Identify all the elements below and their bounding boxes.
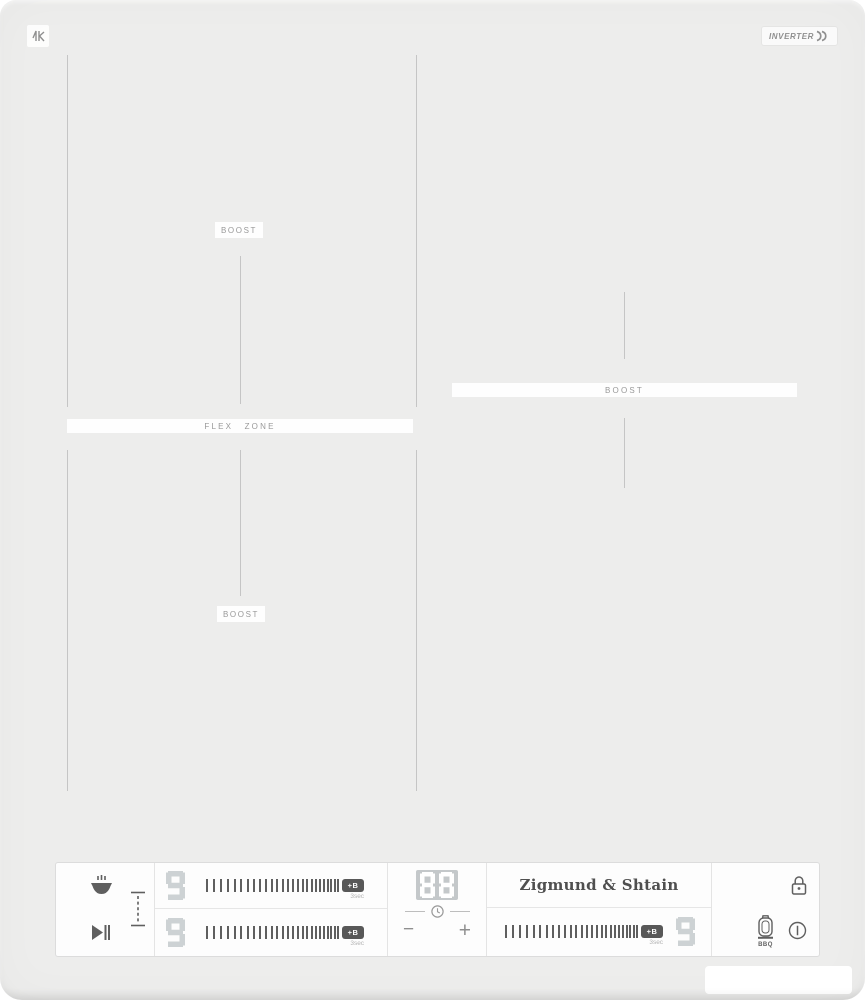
zone-marking-line xyxy=(624,418,625,488)
zone1-power-slider[interactable] xyxy=(206,879,339,892)
zone2-control-row xyxy=(155,909,387,955)
corner-mark-icon xyxy=(27,25,49,47)
control-panel xyxy=(55,862,820,957)
function-keys-section xyxy=(56,863,155,956)
rear-left-boost-label xyxy=(215,222,263,238)
left-zones-slider-section xyxy=(155,863,388,956)
zone3-power-slider[interactable] xyxy=(505,925,638,938)
power-icon[interactable] xyxy=(788,921,807,940)
zone1-boost-key[interactable]: +B xyxy=(342,879,364,892)
brand-row xyxy=(487,863,711,908)
zone1-control-row xyxy=(155,863,387,909)
zone3-boost-hint: 3sec xyxy=(649,939,664,946)
boost-text: BOOST xyxy=(222,609,259,619)
zone3-boost-group xyxy=(641,925,663,946)
zone1-boost-hint: 3sec xyxy=(350,893,365,900)
bbq-grill-icon[interactable] xyxy=(755,915,776,948)
zone2-power-slider[interactable] xyxy=(206,926,339,939)
timer-plus-button[interactable]: + xyxy=(458,919,471,942)
timer-clock-row xyxy=(388,905,486,918)
zone3-control-row xyxy=(487,908,711,955)
zone2-boost-key[interactable]: +B xyxy=(342,926,364,939)
flex-bridge-icon[interactable] xyxy=(129,891,147,927)
clock-right-line xyxy=(450,911,470,912)
zone-marking-line xyxy=(416,55,417,407)
zone1-boost-group xyxy=(342,879,364,900)
zone-marking-line xyxy=(240,450,241,596)
zone3-level-display xyxy=(676,917,695,946)
zone-marking-line xyxy=(416,450,417,791)
blank-patch xyxy=(705,966,852,994)
zone1-level-display xyxy=(166,871,185,900)
timer-section xyxy=(388,863,487,956)
zone-marking-line xyxy=(67,55,68,407)
inverter-badge xyxy=(762,27,837,45)
flex-zone-text: FLEX ZONE xyxy=(204,421,276,431)
timer-buttons xyxy=(388,920,486,941)
timer-minus-button[interactable]: − xyxy=(403,919,415,940)
zone2-level-display xyxy=(166,918,185,947)
zone-marking-line xyxy=(67,450,68,791)
zone2-boost-hint: 3sec xyxy=(350,939,365,947)
zone-marking-line xyxy=(624,292,625,359)
boost-text: BOOST xyxy=(220,225,257,235)
bbq-label: BBQ xyxy=(758,942,773,948)
system-keys-section xyxy=(712,863,819,956)
corner-mark-glyph xyxy=(30,29,46,43)
brand-and-right-zone-section xyxy=(487,863,712,956)
play-pause-icon[interactable] xyxy=(92,925,110,940)
inverter-label: INVERTER xyxy=(768,31,815,41)
pot-steam-icon[interactable] xyxy=(90,875,113,896)
front-left-boost-label xyxy=(217,606,265,622)
flex-zone-band xyxy=(67,419,413,433)
brand-logo: Zigmund & Shtain xyxy=(519,876,679,894)
clock-left-line xyxy=(405,911,425,912)
timer-display xyxy=(416,870,458,900)
timer-clock-icon xyxy=(431,905,444,918)
zone3-boost-key[interactable]: +B xyxy=(641,925,663,938)
zone2-boost-group xyxy=(342,926,364,947)
zone-marking-line xyxy=(240,256,241,404)
inverter-swoosh-icon xyxy=(816,30,830,42)
right-boost-band xyxy=(452,383,797,397)
boost-text: BOOST xyxy=(604,385,644,395)
lock-icon[interactable] xyxy=(791,875,807,896)
